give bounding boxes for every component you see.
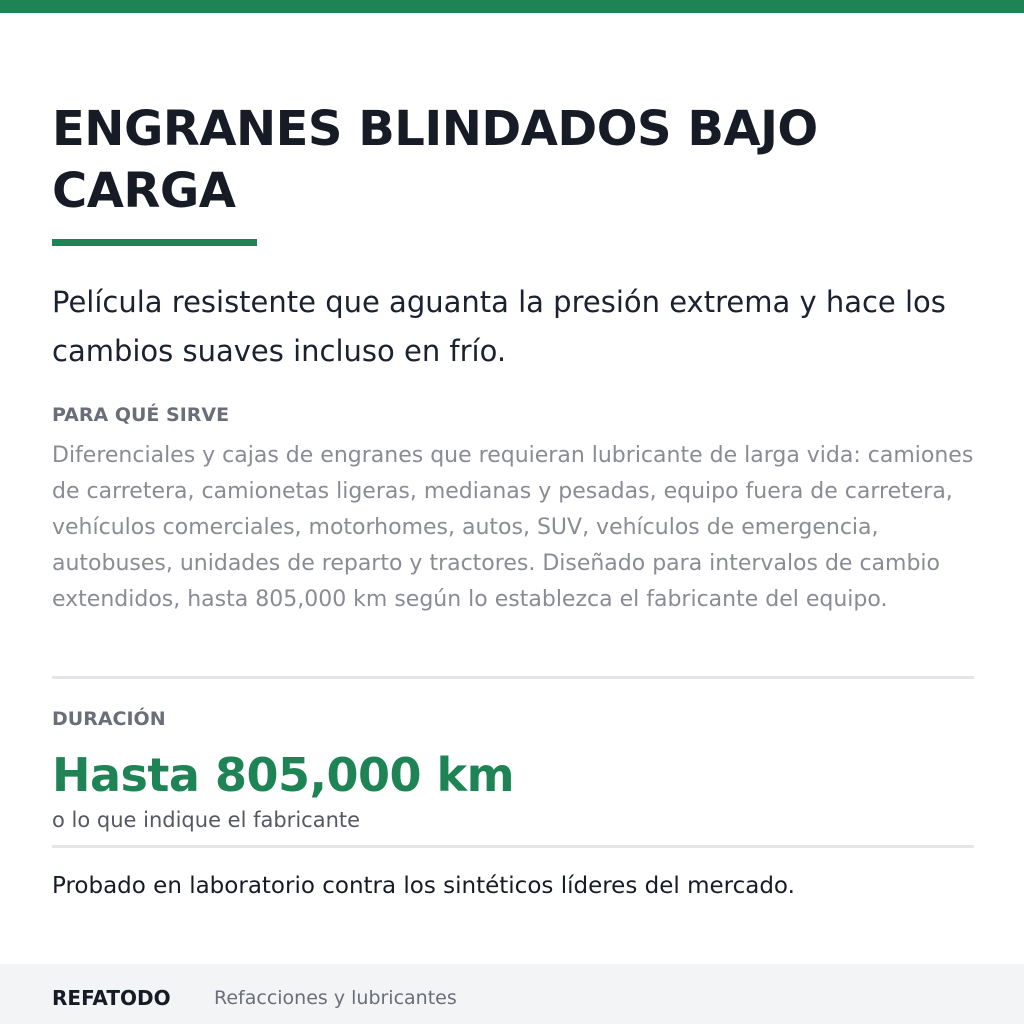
duration-note: o lo que indique el fabricante [52, 808, 361, 832]
duration-label: DURACIÓN [52, 708, 166, 730]
headline: ENGRANES BLINDADOS BAJO CARGA [52, 101, 818, 219]
top-accent-bar [0, 0, 1024, 13]
divider [52, 845, 974, 848]
duration-value: Hasta 805,000 km [52, 748, 515, 802]
footer-brand: REFATODO [52, 986, 171, 1010]
divider [52, 676, 974, 679]
headline-underline [52, 239, 257, 246]
uses-label: PARA QUÉ SIRVE [52, 404, 230, 426]
subtitle: Película resistente que aguanta la presión extrema y hace los cambios suaves incluso en frío. [52, 285, 946, 368]
lab-claim: Probado en laboratorio contra los sintéticos líderes del mercado. [52, 873, 795, 899]
uses-description: Diferenciales y cajas de engranes que requieran lubricante de larga vida: camiones de carretera, camionetas ligeras, medianas y pesadas, equipo fuera de carretera, vehículos comerciales, motorhomes, autos, SUV, vehículos de emergencia, autobuses, unidades de reparto y tractores. Diseñado para intervalos de cambio extendidos, hasta 805,000 km según lo establezca el fabricante del equipo. [52, 443, 974, 612]
footer-tagline: Refacciones y lubricantes [214, 987, 457, 1009]
